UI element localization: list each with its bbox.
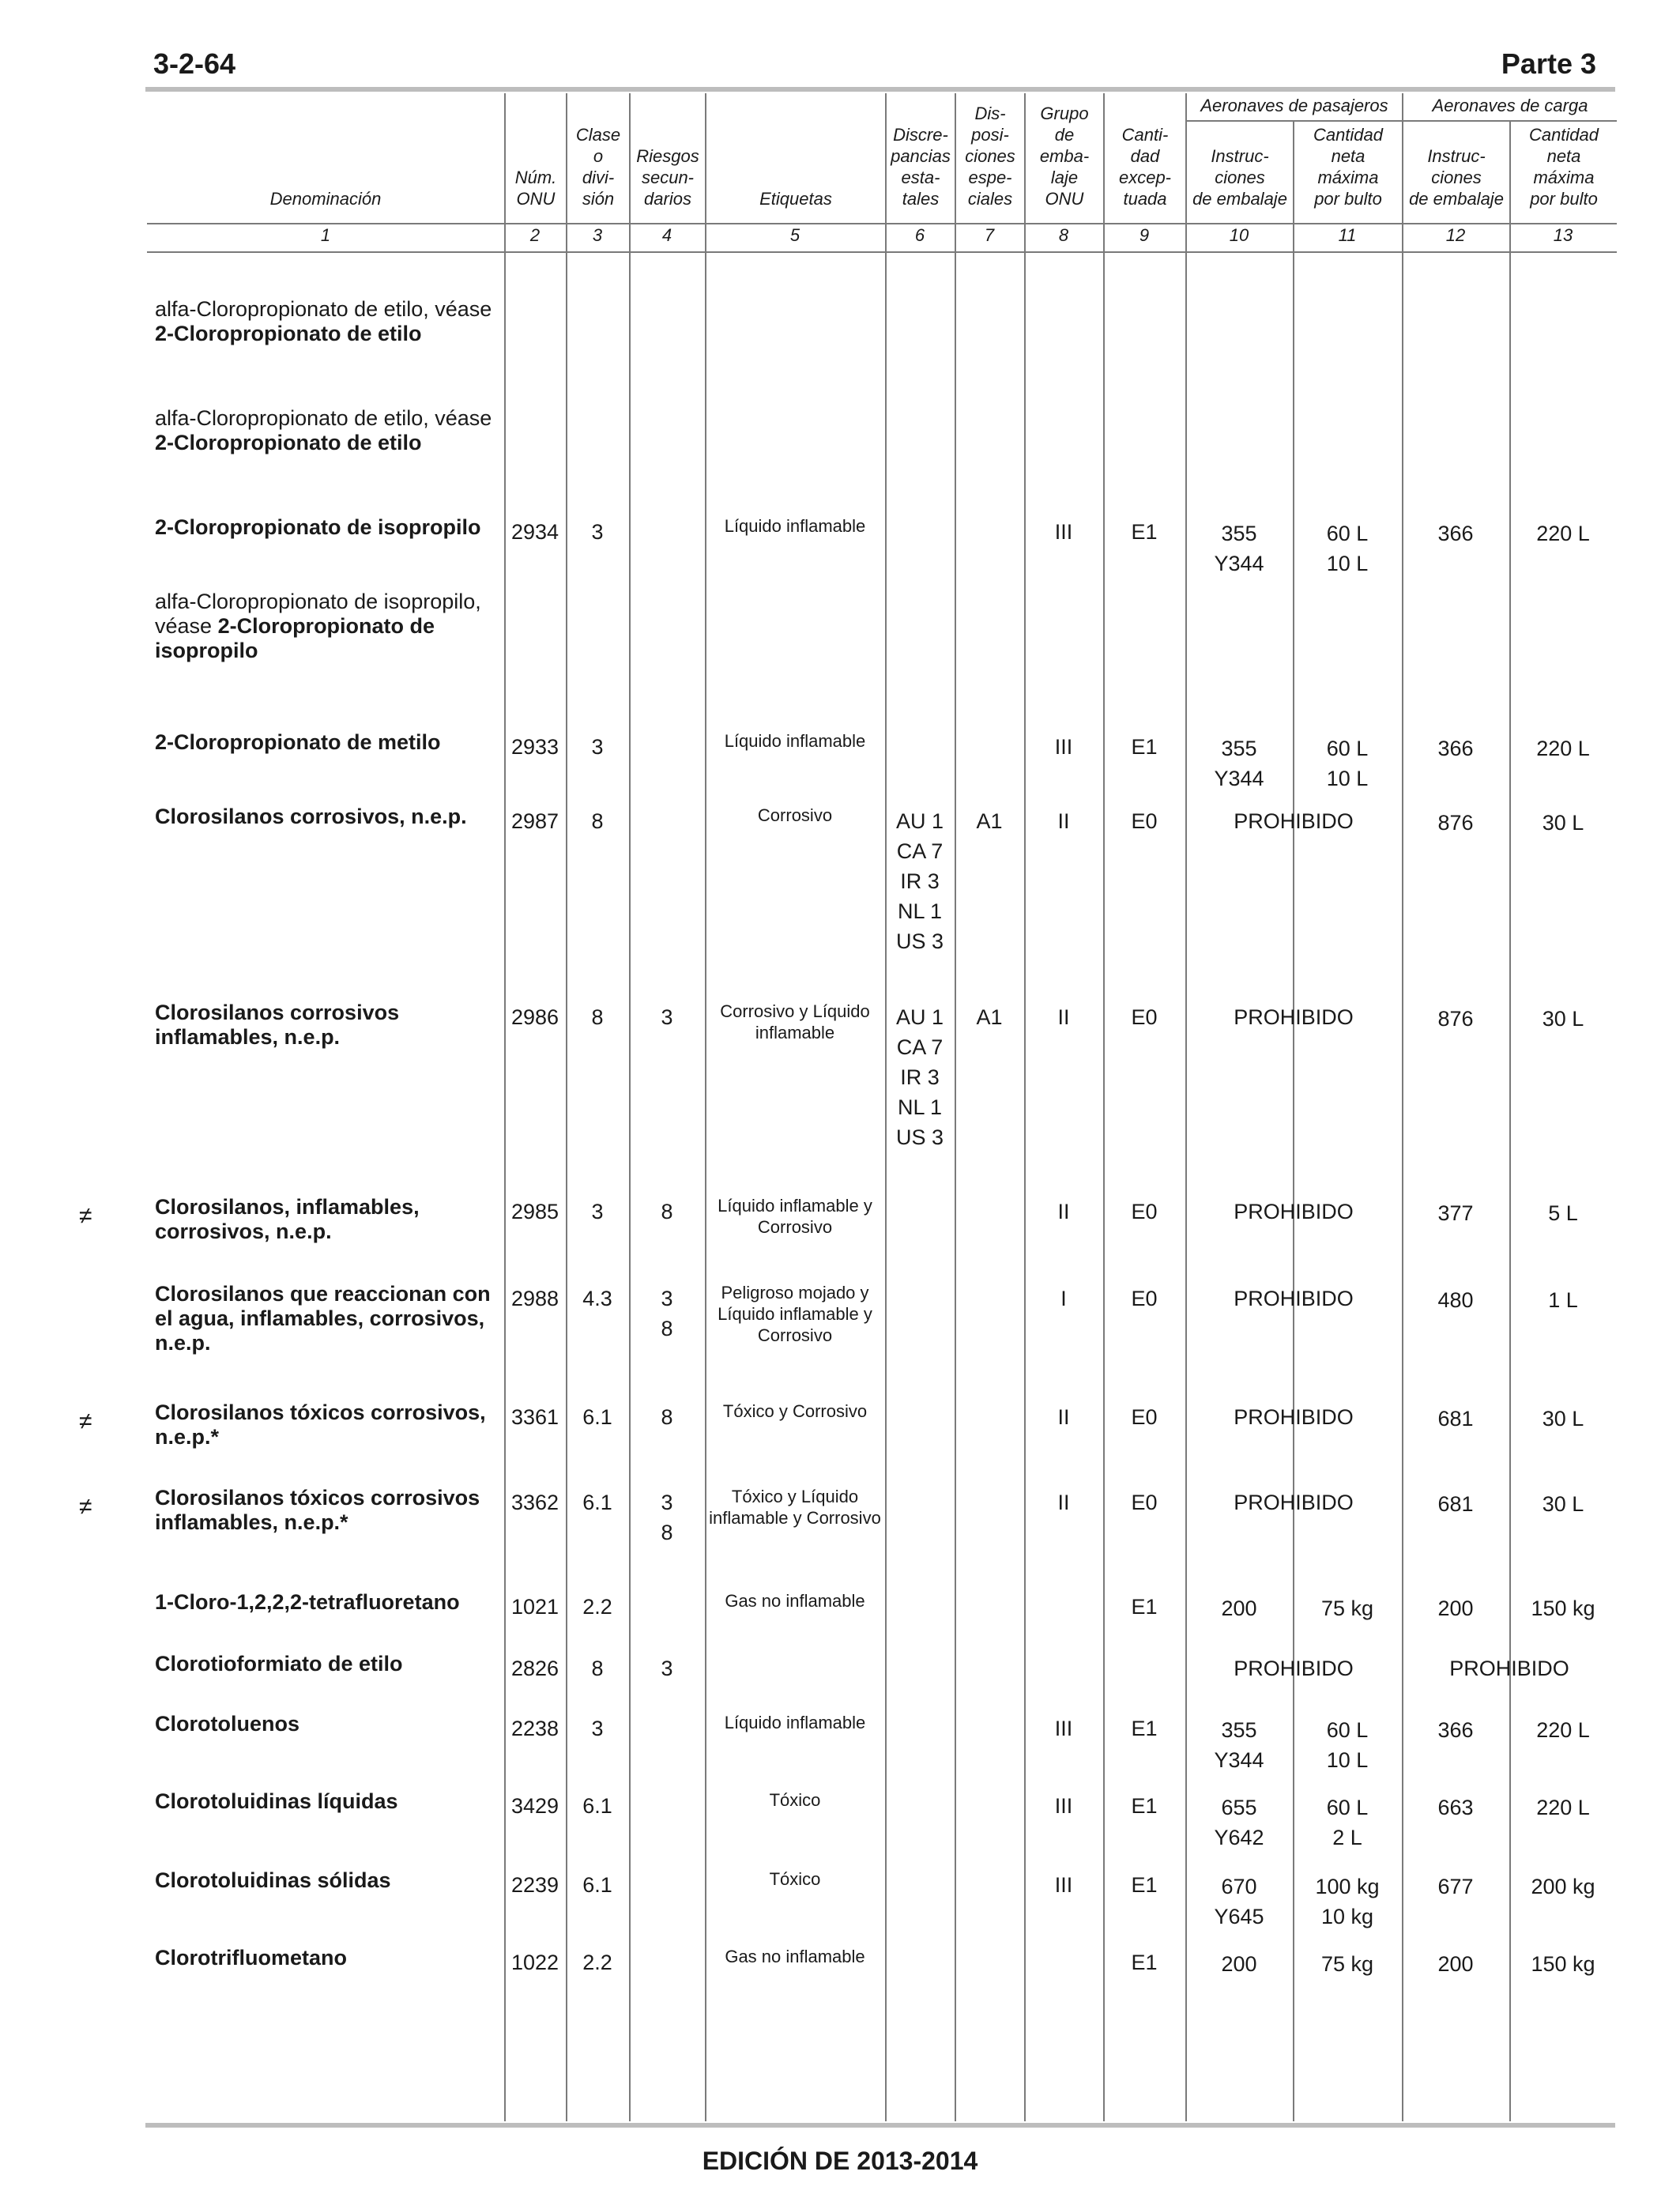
cargo-max-quantity: 30 L: [1542, 1407, 1584, 1431]
passenger-max-quantity: 75 kg: [1320, 1596, 1374, 1620]
hazard-class: 8: [591, 1657, 604, 1680]
column-number: 11: [1338, 225, 1357, 245]
passenger-prohibited: PROHIBIDO: [1234, 1200, 1354, 1223]
passenger-prohibited: PROHIBIDO: [1234, 1657, 1354, 1680]
cargo-max-quantity: 30 L: [1542, 811, 1584, 835]
passenger-packing-instruction: 355 Y344: [1214, 522, 1264, 575]
cargo-packing-instruction: 681: [1437, 1492, 1474, 1516]
cargo-packing-instruction: 876: [1437, 1007, 1474, 1031]
cargo-packing-instruction: 663: [1437, 1796, 1474, 1819]
hazard-labels: Líquido inflamable: [724, 516, 866, 536]
hazard-labels: Tóxico y Corrosivo: [722, 1401, 868, 1421]
denomination-reference: 2-Cloropropionato de etilo: [155, 431, 422, 454]
passenger-packing-instruction: 355 Y344: [1214, 1718, 1264, 1772]
column-number: 8: [1058, 225, 1069, 245]
column-number: 6: [914, 225, 925, 245]
un-number: 3361: [510, 1405, 559, 1429]
cargo-packing-instruction: 681: [1437, 1407, 1474, 1431]
hazard-class: 4.3: [582, 1287, 612, 1310]
hazard-labels: Peligroso mojado y Líquido inflamable y Corrosivo: [718, 1283, 872, 1345]
cargo-max-quantity: 150 kg: [1531, 1952, 1595, 1976]
cargo-prohibited: PROHIBIDO: [1449, 1657, 1569, 1680]
denomination: [155, 1400, 503, 1449]
state-variations: AU 1 CA 7 IR 3 NL 1 US 3: [895, 809, 944, 953]
cargo-packing-instruction: 366: [1437, 737, 1474, 760]
passenger-prohibited: PROHIBIDO: [1234, 809, 1354, 833]
denomination: [155, 1789, 503, 1814]
column-number: 3: [592, 225, 603, 245]
passenger-prohibited: PROHIBIDO: [1234, 1491, 1354, 1514]
cargo-packing-instruction: 377: [1437, 1201, 1474, 1225]
denomination: [155, 1946, 503, 1970]
denomination-name: Clorosilanos tóxicos corrosivos inflamables, n.e.p.*: [155, 1486, 480, 1534]
denomination: [155, 1195, 503, 1244]
excepted-quantity: E1: [1131, 1794, 1158, 1818]
hazard-labels: Gas no inflamable: [725, 1591, 865, 1611]
packing-group: II: [1057, 1200, 1070, 1223]
edition-footer: EDICIÓN DE 2013-2014: [702, 2147, 978, 2175]
excepted-quantity: E1: [1131, 1595, 1158, 1619]
denomination-name: Clorotrifluometano: [155, 1946, 347, 1970]
header-riesgos: Riesgos secun- darios: [636, 146, 699, 209]
un-number: 2826: [510, 1657, 559, 1680]
bottom-rule: [145, 2123, 1615, 2128]
aircraft-group-divider: [1185, 120, 1617, 122]
hazard-labels: Corrosivo y Líquido inflamable: [720, 1001, 870, 1042]
excepted-quantity: E0: [1131, 1491, 1158, 1514]
hazard-labels: Tóxico y Líquido inflamable y Corrosivo: [709, 1487, 881, 1528]
hazard-class: 2.2: [582, 1951, 612, 1974]
hazard-labels: Tóxico: [769, 1790, 821, 1810]
un-number: 2985: [510, 1200, 559, 1223]
denomination-name: Clorotioformiato de etilo: [155, 1652, 403, 1676]
excepted-quantity: E1: [1131, 1951, 1158, 1974]
hazard-class: 3: [591, 1717, 604, 1740]
passenger-max-quantity: 60 L 10 L: [1326, 737, 1369, 790]
header-discrepancias: Discre- pancias esta- tales: [891, 125, 951, 209]
denomination: [155, 805, 503, 829]
cargo-max-quantity: 1 L: [1548, 1288, 1578, 1312]
denomination-name: Clorotoluenos: [155, 1712, 299, 1736]
change-marker: ≠: [79, 1203, 92, 1229]
un-number: 2986: [510, 1005, 559, 1029]
header-instrucciones-pax: Instruc- ciones de embalaje: [1192, 146, 1287, 209]
un-number: 3362: [510, 1491, 559, 1514]
denomination: [155, 515, 503, 540]
denomination-name: Clorosilanos corrosivos inflamables, n.e.p.: [155, 1001, 400, 1049]
page-number: 3-2-64: [153, 47, 236, 80]
denomination-name: Clorosilanos tóxicos corrosivos, n.e.p.*: [155, 1400, 486, 1449]
un-number: 2988: [510, 1287, 559, 1310]
un-number: 3429: [510, 1794, 559, 1818]
passenger-prohibited: PROHIBIDO: [1234, 1005, 1354, 1029]
hazard-class: 3: [591, 520, 604, 544]
passenger-packing-instruction: 355 Y344: [1214, 737, 1264, 790]
passenger-max-quantity: 60 L 2 L: [1326, 1796, 1369, 1849]
change-marker: ≠: [79, 1494, 92, 1520]
cargo-max-quantity: 220 L: [1536, 1718, 1590, 1742]
cargo-max-quantity: 220 L: [1536, 1796, 1590, 1819]
denomination-name: 2-Cloropropionato de metilo: [155, 730, 441, 754]
denomination: [155, 1282, 503, 1355]
packing-group: III: [1054, 735, 1073, 759]
denomination-see: alfa-Cloropropionato de isopropilo, véase: [155, 590, 481, 638]
cargo-max-quantity: 30 L: [1542, 1492, 1584, 1516]
excepted-quantity: E1: [1131, 735, 1158, 759]
special-provisions: A1: [976, 809, 1003, 833]
passenger-max-quantity: 60 L 10 L: [1326, 1718, 1369, 1772]
excepted-quantity: E0: [1131, 1005, 1158, 1029]
denomination: [155, 406, 503, 455]
denomination: [155, 1868, 503, 1893]
denomination: [155, 1652, 503, 1676]
denomination-see: alfa-Cloropropionato de etilo, véase: [155, 297, 492, 321]
subsidiary-risk: 3: [661, 1005, 673, 1029]
un-number: 2987: [510, 809, 559, 833]
un-number: 2934: [510, 520, 559, 544]
hazard-class: 8: [591, 809, 604, 833]
excepted-quantity: E0: [1131, 809, 1158, 833]
header-cantidad-exceptuada: Canti- dad excep- tuada: [1118, 125, 1172, 209]
passenger-prohibited: PROHIBIDO: [1234, 1405, 1354, 1429]
packing-group: III: [1054, 1717, 1073, 1740]
passenger-packing-instruction: 670 Y645: [1214, 1875, 1264, 1928]
hazard-class: 8: [591, 1005, 604, 1029]
header-cantidad-pax: Cantidad neta máxima por bulto: [1313, 125, 1384, 209]
subsidiary-risk: 8: [661, 1405, 673, 1429]
cargo-packing-instruction: 366: [1437, 1718, 1474, 1742]
header-bottom-line: [147, 251, 1617, 253]
cargo-packing-instruction: 200: [1437, 1596, 1474, 1620]
hazard-class: 2.2: [582, 1595, 612, 1619]
denomination-name: 1-Cloro-1,2,2,2-tetrafluoretano: [155, 1590, 460, 1614]
denomination: [155, 1590, 503, 1615]
packing-group: II: [1057, 1005, 1070, 1029]
un-number: 2933: [510, 735, 559, 759]
subsidiary-risk: 8: [661, 1200, 673, 1223]
excepted-quantity: E0: [1131, 1287, 1158, 1310]
passenger-packing-instruction: 655 Y642: [1214, 1796, 1264, 1849]
header-grupo: Grupo de emba- laje ONU: [1039, 104, 1090, 209]
packing-group: I: [1060, 1287, 1067, 1310]
subsidiary-risk: 3: [661, 1657, 673, 1680]
column-line: [955, 93, 956, 2121]
top-rule: [145, 87, 1615, 92]
hazard-labels: Líquido inflamable: [724, 731, 866, 751]
part-title: Parte 3: [1501, 47, 1596, 80]
cargo-max-quantity: 30 L: [1542, 1007, 1584, 1031]
state-variations: AU 1 CA 7 IR 3 NL 1 US 3: [895, 1005, 944, 1149]
un-number: 1022: [510, 1951, 559, 1974]
denomination: [155, 730, 503, 755]
cargo-max-quantity: 220 L: [1536, 737, 1590, 760]
header-denominacion: Denominación: [269, 189, 382, 209]
denomination-reference: 2-Cloropropionato de etilo: [155, 322, 422, 345]
column-number: 7: [984, 225, 995, 245]
packing-group: III: [1054, 1794, 1073, 1818]
hazard-class: 3: [591, 735, 604, 759]
cargo-max-quantity: 5 L: [1548, 1201, 1578, 1225]
subsidiary-risk: 3 8: [661, 1287, 673, 1340]
denomination-name: Clorosilanos corrosivos, n.e.p.: [155, 805, 467, 828]
header-divider: [147, 223, 1617, 224]
column-number: 1: [320, 225, 331, 245]
header-aeronaves-pasajeros: Aeronaves de pasajeros: [1200, 96, 1388, 115]
column-number: 9: [1139, 225, 1150, 245]
packing-group: II: [1057, 809, 1070, 833]
denomination-name: Clorotoluidinas líquidas: [155, 1789, 398, 1813]
passenger-max-quantity: 100 kg 10 kg: [1315, 1875, 1380, 1928]
hazard-labels: Líquido inflamable: [724, 1713, 866, 1732]
un-number: 2238: [510, 1717, 559, 1740]
header-cantidad-carga: Cantidad neta máxima por bulto: [1528, 125, 1599, 209]
denomination: [155, 1712, 503, 1736]
passenger-max-quantity: 75 kg: [1320, 1952, 1374, 1976]
denomination: [155, 590, 503, 663]
column-number: 2: [529, 225, 541, 245]
header-clase: Clase o divi- sión: [575, 125, 621, 209]
denomination-name: Clorosilanos, inflamables, corrosivos, n.e.p.: [155, 1195, 420, 1243]
cargo-packing-instruction: 480: [1437, 1288, 1474, 1312]
cargo-packing-instruction: 200: [1437, 1952, 1474, 1976]
hazard-labels: Tóxico: [769, 1869, 821, 1889]
denomination: [155, 297, 503, 346]
hazard-labels: Gas no inflamable: [725, 1947, 865, 1966]
excepted-quantity: E0: [1131, 1200, 1158, 1223]
packing-group: III: [1054, 520, 1073, 544]
column-line: [629, 93, 631, 2121]
header-etiquetas: Etiquetas: [759, 189, 832, 209]
un-number: 1021: [510, 1595, 559, 1619]
denomination: [155, 1486, 503, 1535]
hazard-labels: Líquido inflamable y Corrosivo: [718, 1196, 872, 1237]
denomination: [155, 1001, 503, 1050]
hazard-class: 6.1: [582, 1794, 612, 1818]
excepted-quantity: E1: [1131, 520, 1158, 544]
excepted-quantity: E1: [1131, 1717, 1158, 1740]
un-number: 2239: [510, 1873, 559, 1897]
excepted-quantity: E1: [1131, 1873, 1158, 1897]
column-number: 5: [789, 225, 800, 245]
excepted-quantity: E0: [1131, 1405, 1158, 1429]
cargo-max-quantity: 150 kg: [1531, 1596, 1595, 1620]
cargo-packing-instruction: 876: [1437, 811, 1474, 835]
column-number: 13: [1553, 225, 1573, 245]
header-instrucciones-carga: Instruc- ciones de embalaje: [1409, 146, 1504, 209]
hazard-class: 6.1: [582, 1405, 612, 1429]
passenger-max-quantity: 60 L 10 L: [1326, 522, 1369, 575]
packing-group: II: [1057, 1405, 1070, 1429]
change-marker: ≠: [79, 1408, 92, 1434]
packing-group: III: [1054, 1873, 1073, 1897]
hazard-class: 6.1: [582, 1491, 612, 1514]
cargo-packing-instruction: 677: [1437, 1875, 1474, 1898]
cargo-packing-instruction: 366: [1437, 522, 1474, 545]
hazard-labels: Corrosivo: [757, 805, 833, 825]
cargo-max-quantity: 200 kg: [1531, 1875, 1595, 1898]
packing-group: II: [1057, 1491, 1070, 1514]
hazard-class: 6.1: [582, 1873, 612, 1897]
passenger-packing-instruction: 200: [1221, 1596, 1257, 1620]
passenger-prohibited: PROHIBIDO: [1234, 1287, 1354, 1310]
hazard-class: 3: [591, 1200, 604, 1223]
subsidiary-risk: 3 8: [661, 1491, 673, 1544]
denomination-name: Clorosilanos que reaccionan con el agua, inflamables, corrosivos, n.e.p.: [155, 1282, 491, 1355]
denomination-name: Clorotoluidinas sólidas: [155, 1868, 391, 1892]
cargo-max-quantity: 220 L: [1536, 522, 1590, 545]
special-provisions: A1: [976, 1005, 1003, 1029]
column-number: 12: [1445, 225, 1466, 245]
column-line: [705, 93, 706, 2121]
denomination-see: alfa-Cloropropionato de etilo, véase: [155, 406, 492, 430]
passenger-packing-instruction: 200: [1221, 1952, 1257, 1976]
header-aeronaves-carga: Aeronaves de carga: [1432, 96, 1588, 115]
denomination-name: 2-Cloropropionato de isopropilo: [155, 515, 481, 539]
column-number: 4: [661, 225, 672, 245]
column-number: 10: [1229, 225, 1249, 245]
header-num-onu: Núm. ONU: [514, 168, 557, 209]
denomination-reference: 2-Cloropropionato de isopropilo: [155, 614, 435, 662]
header-disposiciones: Dis- posi- ciones espe- ciales: [965, 104, 1015, 209]
